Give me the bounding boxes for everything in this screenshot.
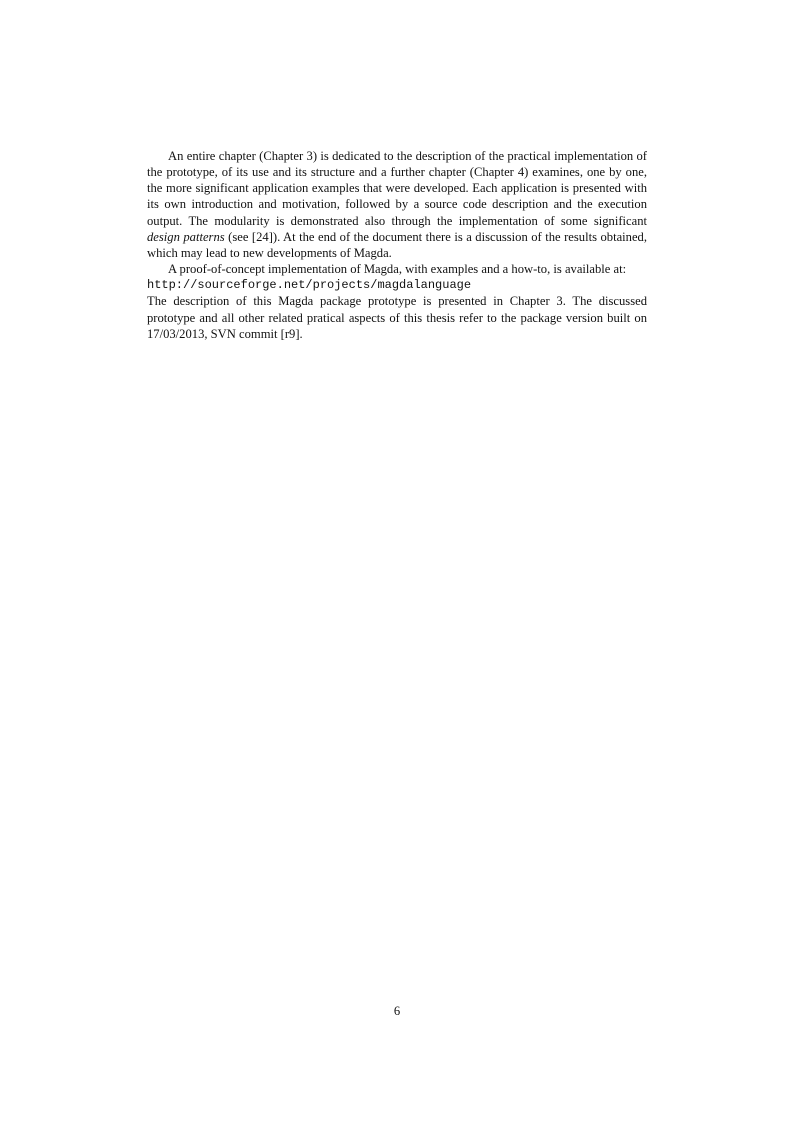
sourceforge-url: http://sourceforge.net/projects/magdalanguage xyxy=(147,278,472,293)
emphasized-term: design patterns xyxy=(147,229,225,244)
page-number: 6 xyxy=(393,1004,401,1018)
body-text xyxy=(147,148,647,342)
paragraph-text: An entire chapter (Chapter 3) is dedicated to the description of the practical implementation of the prototype, of its use and its structure and a further chapter (Chapter 4) examines, one by one, the more significant application examples that were developed. Each application is presented with its own introduction and motivation, followed by a source code description and the execution output. The modularity is demonstrated also through the implementation of some significant xyxy=(147,149,647,228)
paragraph-text-continued: (see [24]). At the end of the document there is a discussion of the results obtained, which may lead to new developments of Magda. xyxy=(147,229,647,260)
paragraph-package-description: The description of this Magda package prototype is presented in Chapter 3. The discussed prototype and all other related pratical aspects of this thesis refer to the package version built on 17/03/2013, SVN commit [r9]. xyxy=(147,294,647,341)
paragraph-implementation-intro: A proof-of-concept implementation of Magda, with examples and a how-to, is available at: xyxy=(168,262,627,277)
paragraph-chapter-overview xyxy=(147,148,647,261)
